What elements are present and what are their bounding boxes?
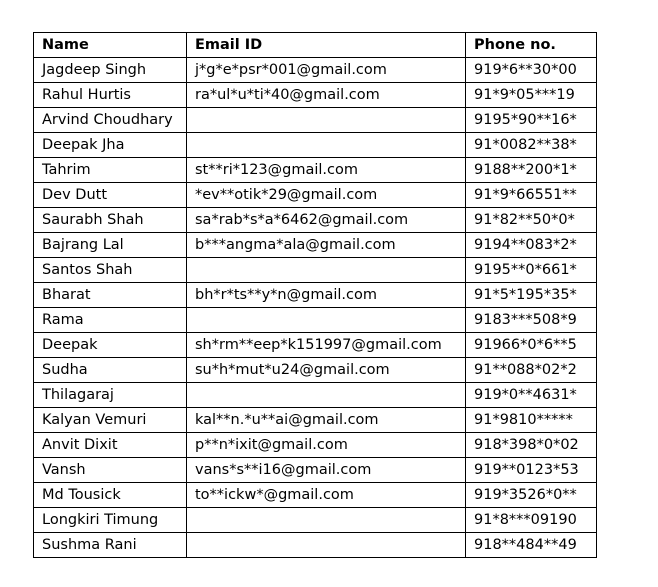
cell-email xyxy=(187,533,466,558)
cell-name: Vansh xyxy=(34,458,187,483)
cell-name: Thilagaraj xyxy=(34,383,187,408)
cell-phone: 9188**200*1* xyxy=(466,158,597,183)
cell-phone: 91*9*66551** xyxy=(466,183,597,208)
cell-name: Rahul Hurtis xyxy=(34,83,187,108)
table-row xyxy=(34,208,597,233)
table-row xyxy=(34,83,597,108)
table-row xyxy=(34,383,597,408)
cell-name: Bajrang Lal xyxy=(34,233,187,258)
table-row xyxy=(34,183,597,208)
cell-name: Anvit Dixit xyxy=(34,433,187,458)
cell-email: st**ri*123@gmail.com xyxy=(187,158,466,183)
cell-phone: 9195*90**16* xyxy=(466,108,597,133)
cell-name: Tahrim xyxy=(34,158,187,183)
cell-email: su*h*mut*u24@gmail.com xyxy=(187,358,466,383)
cell-email xyxy=(187,258,466,283)
table-row xyxy=(34,258,597,283)
table-row xyxy=(34,408,597,433)
cell-email xyxy=(187,133,466,158)
table-row xyxy=(34,358,597,383)
cell-name: Bharat xyxy=(34,283,187,308)
cell-email: kal**n.*u**ai@gmail.com xyxy=(187,408,466,433)
cell-email: b***angma*ala@gmail.com xyxy=(187,233,466,258)
cell-phone: 919*6**30*00 xyxy=(466,58,597,83)
cell-name: Saurabh Shah xyxy=(34,208,187,233)
cell-phone: 91*9*05***19 xyxy=(466,83,597,108)
cell-email: j*g*e*psr*001@gmail.com xyxy=(187,58,466,83)
table-row xyxy=(34,283,597,308)
cell-phone: 9195**0*661* xyxy=(466,258,597,283)
header-name: Name xyxy=(34,33,187,58)
contacts-table xyxy=(33,32,597,558)
cell-name: Deepak xyxy=(34,333,187,358)
cell-email: sh*rm**eep*k151997@gmail.com xyxy=(187,333,466,358)
cell-phone: 919**0123*53 xyxy=(466,458,597,483)
cell-name: Md Tousick xyxy=(34,483,187,508)
cell-phone: 91*9810***** xyxy=(466,408,597,433)
table-row xyxy=(34,233,597,258)
cell-name: Sudha xyxy=(34,358,187,383)
cell-email: *ev**otik*29@gmail.com xyxy=(187,183,466,208)
cell-name: Rama xyxy=(34,308,187,333)
cell-phone: 91*8***09190 xyxy=(466,508,597,533)
cell-name: Sushma Rani xyxy=(34,533,187,558)
cell-name: Longkiri Timung xyxy=(34,508,187,533)
cell-name: Kalyan Vemuri xyxy=(34,408,187,433)
table-row xyxy=(34,333,597,358)
table-row xyxy=(34,533,597,558)
table-row xyxy=(34,58,597,83)
cell-phone: 919*0**4631* xyxy=(466,383,597,408)
header-phone: Phone no. xyxy=(466,33,597,58)
cell-email xyxy=(187,308,466,333)
cell-name: Jagdeep Singh xyxy=(34,58,187,83)
table-row xyxy=(34,133,597,158)
cell-email: ra*ul*u*ti*40@gmail.com xyxy=(187,83,466,108)
cell-name: Deepak Jha xyxy=(34,133,187,158)
cell-phone: 91*82**50*0* xyxy=(466,208,597,233)
cell-name: Arvind Choudhary xyxy=(34,108,187,133)
cell-name: Dev Dutt xyxy=(34,183,187,208)
cell-email: bh*r*ts**y*n@gmail.com xyxy=(187,283,466,308)
cell-phone: 9194**083*2* xyxy=(466,233,597,258)
cell-phone: 918*398*0*02 xyxy=(466,433,597,458)
cell-email xyxy=(187,508,466,533)
cell-phone: 91*0082**38* xyxy=(466,133,597,158)
table-row xyxy=(34,458,597,483)
cell-phone: 91966*0*6**5 xyxy=(466,333,597,358)
cell-email: p**n*ixit@gmail.com xyxy=(187,433,466,458)
table-row xyxy=(34,508,597,533)
cell-name: Santos Shah xyxy=(34,258,187,283)
table-row xyxy=(34,433,597,458)
cell-phone: 919*3526*0** xyxy=(466,483,597,508)
table-row xyxy=(34,308,597,333)
cell-email: to**ickw*@gmail.com xyxy=(187,483,466,508)
table-row xyxy=(34,483,597,508)
table-row xyxy=(34,158,597,183)
table-row xyxy=(34,108,597,133)
cell-email xyxy=(187,383,466,408)
cell-phone: 918**484**49 xyxy=(466,533,597,558)
cell-phone: 91**088*02*2 xyxy=(466,358,597,383)
cell-phone: 9183***508*9 xyxy=(466,308,597,333)
cell-phone: 91*5*195*35* xyxy=(466,283,597,308)
table-body xyxy=(34,58,597,558)
cell-email xyxy=(187,108,466,133)
header-row xyxy=(34,33,597,58)
cell-email: vans*s**i16@gmail.com xyxy=(187,458,466,483)
header-email: Email ID xyxy=(187,33,466,58)
cell-email: sa*rab*s*a*6462@gmail.com xyxy=(187,208,466,233)
